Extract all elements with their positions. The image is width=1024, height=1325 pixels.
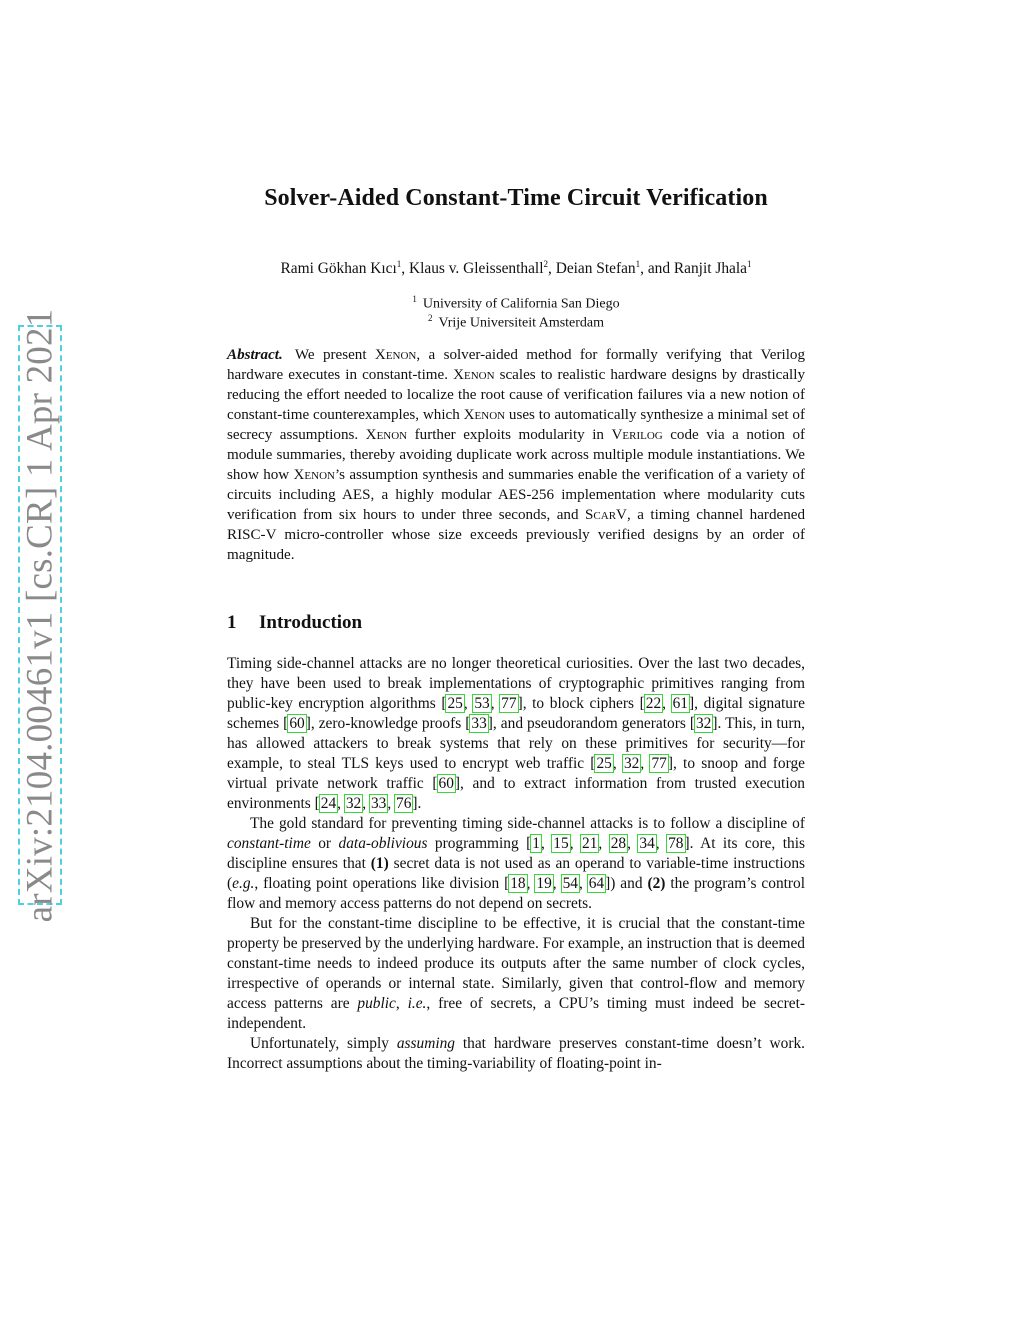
paper-title: Solver-Aided Constant-Time Circuit Verification (264, 185, 768, 211)
citation-link[interactable]: 34 (639, 835, 655, 852)
text-run: , (598, 835, 610, 852)
citation-link[interactable]: 22 (645, 695, 662, 712)
author-affiliation-marker: 1 (396, 259, 402, 269)
text-run: , (640, 755, 651, 772)
paragraph (227, 914, 805, 1034)
text-run: programming [ (427, 835, 532, 852)
paragraph (227, 654, 805, 814)
text-run: , (655, 835, 668, 852)
citation-link[interactable]: 60 (438, 775, 454, 792)
system-name: ScarV (585, 507, 627, 523)
emphasis: assuming (396, 1035, 455, 1052)
citation-link[interactable]: 76 (396, 795, 412, 812)
introduction-body (227, 654, 805, 1074)
citation-link[interactable]: 19 (536, 875, 552, 892)
system-name: Xenon (453, 367, 495, 383)
citation-link[interactable]: 32 (345, 795, 362, 812)
author-affiliation-marker: 2 (543, 259, 548, 269)
citation-link[interactable]: 54 (562, 875, 578, 892)
system-name: Verilog (611, 427, 663, 443)
text-run: ]. (412, 795, 422, 812)
text-run: ], and pseudorandom generators [ (487, 715, 695, 732)
text-run: uses to automatically synthesize a minimal set of secrecy assumptions. (227, 407, 805, 443)
author-list (227, 254, 805, 279)
bold-marker: (2) (647, 875, 666, 892)
citation-link[interactable]: 28 (610, 835, 627, 852)
author-separator: , (548, 260, 556, 278)
text-run: ]. At its core, this discipline ensures that (227, 835, 805, 872)
arxiv-stamp (18, 308, 62, 922)
citation-link[interactable]: 33 (471, 715, 487, 732)
system-name: Xenon (293, 467, 335, 483)
text-run: , (337, 795, 345, 812)
text-run: But for the constant-time discipline to be effective, it is crucial that the constant-time property be preserved by the underlying hardware. For example, an instruction that is deemed constant-time needs to indeed produce its outputs after the same number of clock cycles, irrespective of operands or internal state. Similarly, given that control-flow and memory access patterns are (227, 915, 805, 1012)
citation-link[interactable]: 21 (582, 835, 598, 852)
affiliation-2-marker: 2 (427, 313, 433, 323)
text-run: ], digital signature schemes [ (227, 695, 805, 732)
citation-link[interactable]: 53 (474, 695, 490, 712)
citation-link[interactable]: 60 (289, 715, 305, 732)
text-run: ’s assumption synthesis and summaries enable the verification of a variety of circuits including AES, a highly modular AES-256 implementation where modularity cuts verification from six hours to under three seconds, and (227, 467, 805, 523)
section-number: 1 (227, 612, 237, 633)
text-run: , (662, 695, 672, 712)
text-run: code via a notion of module summaries, thereby avoiding duplicate work across multiple module instantiations. We show how (227, 427, 806, 483)
system-name: Xenon (365, 427, 408, 443)
affiliation-1-name: University of California San Diego (422, 296, 620, 312)
text-run: Unfortunately, simply (250, 1035, 397, 1052)
text-run: ], and to extract information from trusted execution environments [ (227, 775, 806, 812)
text-run: , (578, 875, 588, 892)
arxiv-id-text: arXiv:2104.00461v1 [cs.CR] 1 Apr 2021 (19, 308, 61, 922)
emphasis: public (357, 995, 396, 1012)
text-run: ], zero-knowledge proofs [ (305, 715, 471, 732)
abstract-label: Abstract. (227, 347, 283, 363)
author-name: Ranjit Jhala (673, 260, 747, 278)
text-run: ]. This, in turn, has allowed attackers to break systems that rely on these primitives for security—for example, to steal TLS keys used to encrypt web traffic [ (227, 715, 806, 772)
text-run: further exploits modularity in (407, 427, 612, 443)
author-separator: , (401, 260, 409, 278)
text-run: , (552, 875, 562, 892)
text-run: , (395, 995, 408, 1012)
bold-marker: (1) (370, 855, 389, 872)
citation-link[interactable]: 77 (501, 695, 517, 712)
text-run: or (310, 835, 339, 852)
text-run: , (362, 795, 370, 812)
section-heading-introduction (227, 613, 805, 633)
citation-link[interactable]: 61 (672, 695, 688, 712)
citation-link[interactable]: 33 (370, 795, 387, 812)
paragraph (227, 1034, 805, 1074)
author-affiliation-marker: 1 (746, 259, 752, 269)
author-name: Deian Stefan (555, 260, 636, 278)
emphasis: e.g. (232, 875, 255, 892)
citation-link[interactable]: 1 (532, 835, 540, 852)
author-name: Klaus v. Gleissenthall (408, 260, 544, 278)
text-run: , (526, 875, 536, 892)
text-run: the program’s control flow and memory access patterns do not depend on secrets. (227, 875, 806, 912)
text-run: scales to realistic hardware designs by drastically reducing the effort needed to localize the root cause of verification failures via a new notion of constant-time counterexamples, which (227, 367, 805, 423)
system-name: Xenon (463, 407, 506, 423)
text-run: , (612, 755, 623, 772)
citation-link[interactable]: 18 (510, 875, 526, 892)
paragraph (227, 814, 805, 914)
citation-link[interactable]: 15 (553, 835, 569, 852)
text-run: secret data is not used as an operand to variable-time instructions ( (227, 855, 806, 892)
abstract (227, 345, 805, 565)
affiliation-1-marker: 1 (412, 294, 417, 304)
author-name: Rami Gökhan Kıcı (280, 260, 397, 278)
text-run: ], to block ciphers [ (517, 695, 645, 712)
abstract-body (227, 347, 805, 563)
citation-link[interactable]: 25 (447, 695, 463, 712)
text-run: , (627, 835, 639, 852)
text-run: We present (286, 347, 375, 363)
emphasis: constant-time (227, 835, 311, 852)
affiliation-2 (227, 308, 805, 334)
citation-link[interactable]: 32 (623, 755, 640, 772)
text-run: , (463, 695, 474, 712)
text-run: , a timing channel hardened RISC-V micro-controller whose size exceeds previously verified designs by an order of magnitude. (227, 507, 805, 563)
author-affiliation-marker: 1 (635, 259, 641, 269)
text-run: Timing side-channel attacks are no longer theoretical curiosities. Over the last two decades, they have been used to break implementations of cryptographic primitives ranging from public-key encryption algorithms [ (227, 655, 805, 712)
text-run: , free of secrets, a CPU’s timing must indeed be secret-independent. (227, 995, 806, 1032)
author-separator: , and (640, 260, 674, 278)
citation-link[interactable]: 32 (695, 715, 712, 732)
text-run: , a solver-aided method for formally verifying that Verilog hardware executes in constant-time. (227, 347, 805, 383)
text-run: , (569, 835, 581, 852)
text-run: , (387, 795, 396, 812)
text-run: The gold standard for preventing timing side-channel attacks is to follow a discipline of (250, 815, 805, 832)
text-run: ]) and (605, 875, 648, 892)
text-run: , floating point operations like division [ (254, 875, 510, 892)
citation-link[interactable]: 24 (320, 795, 337, 812)
affiliation-2-name: Vrije Universiteit Amsterdam (438, 315, 605, 331)
emphasis: i.e. (407, 995, 427, 1012)
text-run: , (540, 835, 553, 852)
text-run: , (490, 695, 501, 712)
citation-link[interactable]: 25 (596, 755, 612, 772)
citation-link[interactable]: 78 (668, 835, 684, 852)
citation-link[interactable]: 77 (651, 755, 667, 772)
system-name: Xenon (374, 347, 417, 363)
emphasis: data-oblivious (338, 835, 428, 852)
text-run: that hardware preserves constant-time doesn’t work. Incorrect assumptions about the timing-variability of floating-point in- (227, 1035, 805, 1072)
citation-link[interactable]: 64 (588, 875, 605, 892)
section-title: Introduction (259, 612, 363, 633)
text-run: ], to snoop and forge virtual private network traffic [ (227, 755, 805, 792)
